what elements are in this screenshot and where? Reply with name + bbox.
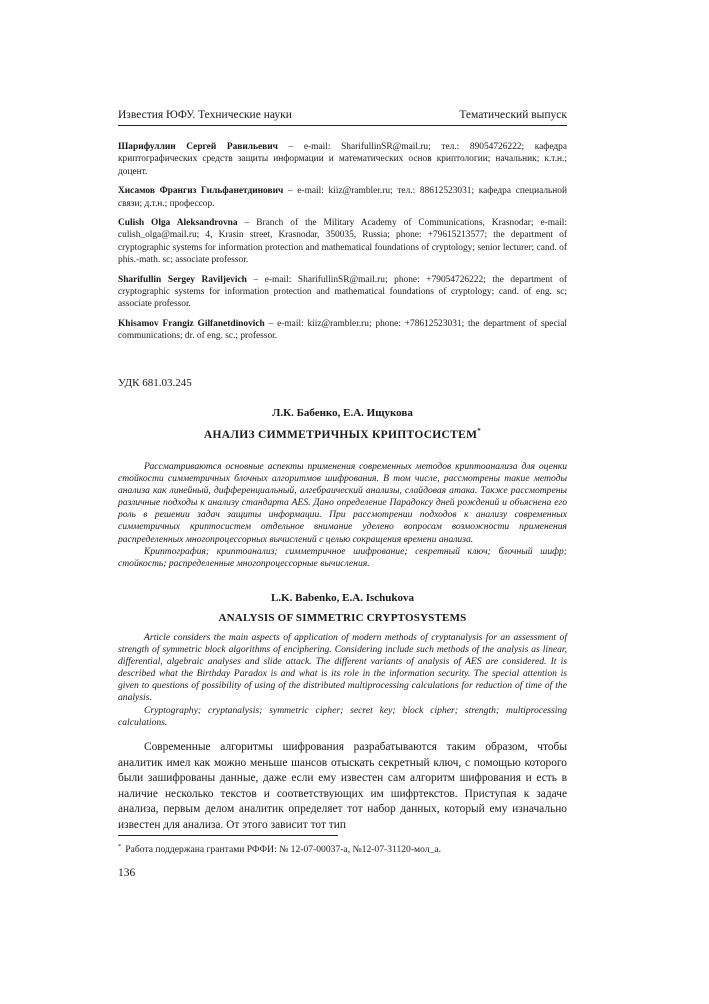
author-name: Khisamov Frangiz Gilfanetdinovich (118, 318, 265, 329)
abstract-en (118, 632, 567, 729)
abstract-ru-text: Рассматриваются основные аспекты применения современных методов криптоанализа для оценки стойкости симметричных блочных алгоритмов шифрования. В том числе, рассмотрены такие методы анализа как линейный, дифференциальный, алгебраический анализы, слайдовая атака. Также рассмотрены различные подходы к анализу стандарта AES. Дано определение Парадоксу дней рождений и объяснена его роль в решении задач защиты информации. При рассмотрении подходов к анализу современных симметричных криптосистем отдельное внимание уделено вопросам возможности применения распределенных многопроцессорных вычислений с целью сокращения времени анализа. (118, 461, 567, 545)
page-number: 136 (118, 867, 136, 879)
author-info-block (118, 141, 567, 350)
keywords-en: Cryptography; cryptanalysis; symmetric cipher; secret key; block cipher; strength; multiprocessing calculations. (118, 704, 567, 728)
issue-label: Тематический выпуск (459, 109, 567, 121)
footnote-mark: * (118, 843, 122, 850)
article-authors-en: L.K. Babenko, E.A. Ischukova (270, 592, 415, 604)
author-info-item (118, 141, 567, 178)
udk-code: УДК 681.03.245 (118, 377, 192, 389)
author-info-item (118, 217, 567, 267)
author-details: – e-mail: SharifullinSR@mail.ru; тел.: 89054726222; кафедра криптографических средств защиты информации и математических основ криптологии; начальник; к.т.н.; доцент. (118, 142, 567, 177)
abstract-en-text: Article considers the main aspects of application of modern methods of cryptanalysis for an assessment of strength of symmetric block algorithms of enciphering. Considering include such methods of the analysis as linear, differential, algebraic analyses and slide attack. The different variants of analysis of AES are considered. It is described what the Birthday Paradox is and what is its role in the information security. The special attention is given to questions of possibility of using of the distributed multiprocessing calculations for reduction of time of the analysis. (118, 632, 567, 704)
article-authors-ru: Л.К. Бабенко, Е.А. Ищукова (272, 407, 413, 419)
author-details: – e-mail: kiiz@rambler.ru; phone: +78612523031; the department of special communications; dr. of eng. sc.; professor. (118, 318, 568, 342)
author-name: Шарифуллин Сергей Равильевич (118, 142, 278, 152)
keywords-ru: Криптография; криптоанализ; симметричное шифрование; секретный ключ; блочный шифр; стойкость; распределенные многопроцессорные вычисления. (118, 545, 567, 569)
body-paragraph: Современные алгоритмы шифрования разрабатываются таким образом, чтобы аналитик имел как можно меньше шансов отыскать секретный ключ, с помощью которого были зашифрованы данные, даже если ему известен сам алгоритм шифрования и есть в наличие несколько текстов и соответствующих им шифртекстов. Приступая к задаче анализа, первым делом аналитик определяет тот набор данных, который ему изначально известен для анализа. От этого зависит тот тип (118, 741, 567, 831)
author-details: – e-mail: kiiz@rambler.ru; тел.: 88612523031; кафедра специальной связи; д.т.н.; профессор. (118, 186, 568, 209)
author-details: – Branch of the Military Academy of Communications, Krasnodar; e-mail: culish_olga@mail.ru; 4, Krasin street, Krasnodar, 350035, Russia; phone: +79615213577; the department of cryptographic systems for information protection and mathematical foundations of cryptology; senior lecturer; cand. of phis.-math. sc; associate professor. (118, 218, 567, 266)
author-info-item (118, 185, 567, 210)
author-info-item (118, 318, 567, 343)
author-details: – e-mail: SharifullinSR@mail.ru; phone: +79054726222; the department of cryptographic systems for information protection and mathematical foundations of cryptology; cand. of eng. sc; associate professor. (118, 274, 568, 310)
article-body (118, 740, 567, 833)
journal-title: Известия ЮФУ. Технические науки (118, 109, 292, 121)
running-header (118, 107, 567, 126)
author-name: Sharifullin Sergey Raviljevich (118, 274, 247, 285)
footnote-text: Работа поддержана грантами РФФИ: № 12-07-00037-а, №12-07-31120-мол_а. (125, 844, 442, 856)
author-name: Хисамов Франгиз Гильфанетдинович (118, 186, 284, 197)
title-text: АНАЛИЗ СИММЕТРИЧНЫХ КРИПТОСИСТЕМ (203, 428, 478, 441)
footnote (118, 843, 567, 855)
footnote-divider (118, 835, 338, 836)
article-title-en: ANALYSIS OF SIMMETRIC CRYPTOSYSTEMS (218, 612, 467, 624)
author-info-item (118, 274, 567, 311)
author-name: Culish Olga Aleksandrovna (118, 218, 238, 229)
footnote-marker: * (477, 427, 482, 435)
article-title-ru (118, 427, 567, 441)
abstract-ru (118, 461, 567, 570)
